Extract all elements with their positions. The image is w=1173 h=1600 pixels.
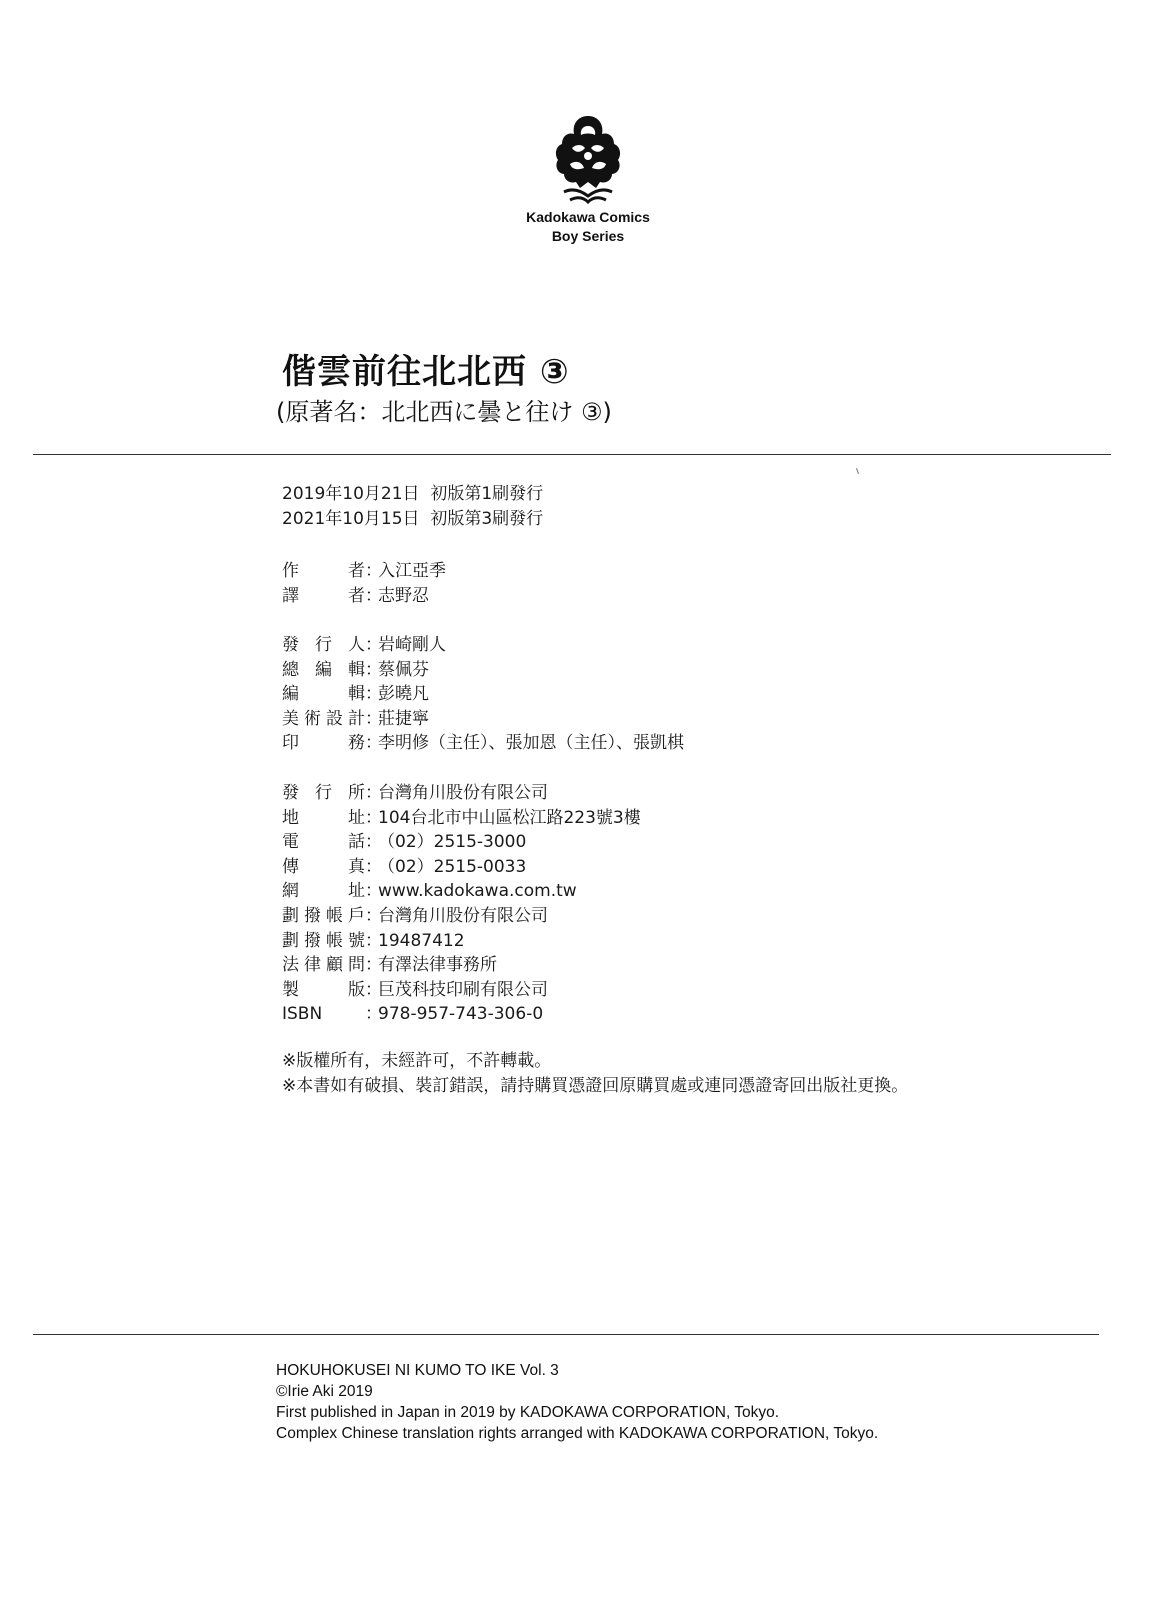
info-row-address (282, 806, 641, 831)
notice-damage: ※本書如有破損、裝訂錯誤，請持購買憑證回原購買處或連同憑證寄回出版社更換。 (282, 1075, 909, 1096)
colon: ： (365, 905, 382, 926)
info-row-isbn (282, 1002, 641, 1027)
colon: ： (365, 807, 382, 828)
notice-rights: ※版權所有，未經許可，不許轉載。 (282, 1051, 552, 1071)
info-label: 傳真 (282, 856, 365, 877)
info-label: 劃撥帳戶 (282, 905, 365, 926)
staff-label: 總編輯 (282, 659, 365, 680)
info-label: 發行所 (282, 783, 365, 803)
colon: ： (365, 635, 382, 655)
bottom-divider (33, 1334, 1099, 1335)
original-title: (原著名：北北西に曇と往け ③) (276, 398, 612, 426)
info-label: 法律顧問 (282, 955, 365, 976)
colon: ： (365, 832, 382, 853)
colon: ： (365, 1004, 382, 1025)
info-value: 19487412 (378, 930, 465, 951)
paper-speck (856, 468, 859, 474)
print-history (282, 482, 543, 531)
staff-label: 發行人 (282, 635, 365, 655)
staff-row-printing (282, 731, 684, 756)
staff-label: 印務 (282, 733, 365, 754)
staff-value: 彭曉凡 (378, 684, 429, 705)
staff-row-editor (282, 682, 684, 707)
info-label: ISBN (282, 1004, 323, 1025)
colon: ： (365, 979, 382, 1000)
first-published-line: First published in Japan in 2019 by KADOKAWA CORPORATION, Tokyo. (276, 1404, 780, 1421)
staff-row-publisher-person (282, 633, 684, 658)
info-value: 有澤法律事務所 (378, 955, 497, 976)
colon: ： (365, 585, 382, 606)
info-label: 電話 (282, 832, 365, 853)
info-row-fax (282, 855, 641, 880)
credit-row-translator (282, 584, 446, 609)
info-row-plate-making (282, 978, 641, 1003)
logo-line-2: Boy Series (551, 228, 625, 244)
english-credits (276, 1360, 878, 1444)
colon: ： (365, 856, 382, 877)
info-value: 台灣角川股份有限公司 (378, 783, 548, 803)
credit-value: 志野忍 (378, 585, 429, 606)
credit-label: 作者 (282, 561, 365, 581)
staff-value: 李明修（主任）、張加恩（主任）、張凱棋 (378, 733, 684, 754)
logo-line-1: Kadokawa Comics (526, 209, 650, 225)
colon: ： (365, 783, 382, 803)
print-date-1: 2019年10月21日 初版第1刷發行 (282, 484, 544, 504)
info-label: 劃撥帳號 (282, 930, 365, 951)
colon: ： (365, 881, 382, 902)
original-title-en: HOKUHOKUSEI NI KUMO TO IKE Vol. 3 (276, 1362, 559, 1379)
info-row-phone (282, 830, 641, 855)
colon: ： (365, 930, 382, 951)
colon: ： (365, 708, 382, 729)
info-value: 978-957-743-306-0 (378, 1004, 544, 1025)
credits-authors (282, 559, 446, 608)
info-row-transfer-account (282, 904, 641, 929)
info-value: 巨茂科技印刷有限公司 (378, 979, 548, 1000)
info-value: 台灣角川股份有限公司 (378, 905, 548, 926)
staff-value: 岩崎剛人 (378, 635, 446, 655)
phoenix-crest-icon (542, 108, 634, 208)
colon: ： (365, 684, 382, 705)
copyright-notices (282, 1049, 908, 1098)
info-label: 網址 (282, 881, 365, 902)
info-value: （02）2515-0033 (378, 856, 527, 877)
info-label: 製版 (282, 979, 365, 1000)
colon: ： (365, 733, 382, 754)
info-value: 104台北市中山區松江路223號3樓 (378, 807, 641, 828)
publisher-info (282, 781, 641, 1027)
book-title: 偕雲前往北北西 ③ (282, 352, 570, 392)
credits-staff (282, 633, 684, 756)
credit-value: 入江亞季 (378, 561, 446, 581)
staff-value: 莊捷寧 (378, 708, 429, 729)
staff-value: 蔡佩芬 (378, 659, 429, 680)
translation-rights-line: Complex Chinese translation rights arranged with KADOKAWA CORPORATION, Tokyo. (276, 1425, 879, 1442)
top-divider (33, 454, 1111, 455)
staff-label: 美術設計 (282, 708, 365, 729)
info-row-website (282, 879, 641, 904)
credit-row-author (282, 559, 446, 584)
info-row-publisher (282, 781, 641, 806)
info-row-transfer-number (282, 929, 641, 954)
colon: ： (365, 659, 382, 680)
copyright-line: ©Irie Aki 2019 (276, 1383, 373, 1400)
colon: ： (365, 955, 382, 976)
staff-row-chief-editor (282, 658, 684, 683)
info-label: 地址 (282, 807, 365, 828)
info-value: www.kadokawa.com.tw (378, 881, 577, 902)
staff-row-art-design (282, 707, 684, 732)
info-value: （02）2515-3000 (378, 832, 527, 853)
info-row-legal-counsel (282, 953, 641, 978)
print-date-2: 2021年10月15日 初版第3刷發行 (282, 508, 544, 529)
colon: ： (365, 561, 382, 581)
staff-label: 編輯 (282, 684, 365, 705)
publisher-logo (518, 108, 658, 246)
credit-label: 譯者 (282, 585, 365, 606)
